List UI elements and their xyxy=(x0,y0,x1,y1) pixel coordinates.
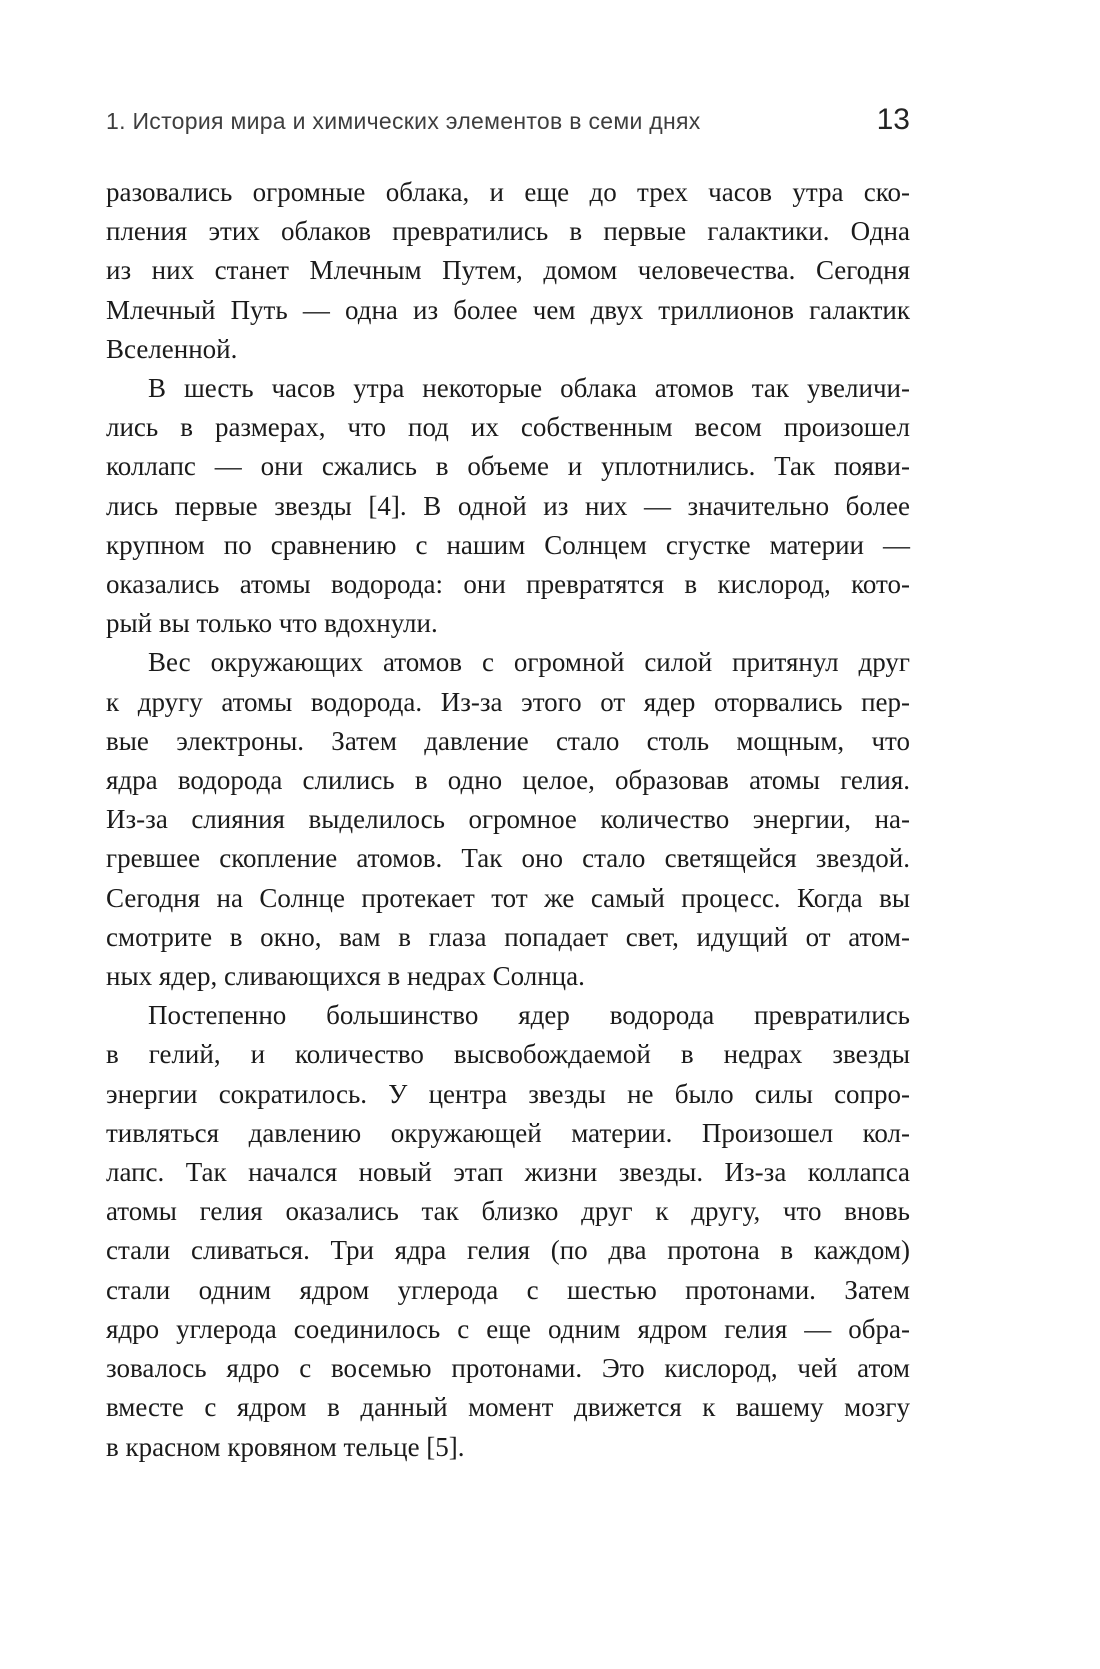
paragraph xyxy=(106,173,910,369)
running-header xyxy=(106,103,910,137)
text-line: в гелий, и количество высвобождаемой в недрах звезды xyxy=(106,1039,910,1070)
text-line: лись в размерах, что под их собственным весом произошел xyxy=(106,412,910,443)
text-line: крупном по сравнению с нашим Солнцем сгустке материи — xyxy=(106,529,910,560)
text-line: разовались огромные облака, и еще до трех часов утра ско- xyxy=(106,177,910,207)
text-line: рый вы только что вдохнули. xyxy=(106,608,438,639)
text-line: оказались атомы водорода: они превратятся в кислород, кото- xyxy=(106,569,910,600)
paragraph xyxy=(106,369,910,643)
text-line: ядро углерода соединилось с еще одним ядром гелия — обра- xyxy=(106,1313,910,1344)
page-body xyxy=(106,173,910,1467)
text-line: вые электроны. Затем давление стало столь мощным, что xyxy=(106,725,910,756)
text-line: из них станет Млечным Путем, домом человечества. Сегодня xyxy=(106,255,910,286)
text-line: лапс. Так начался новый этап жизни звезды. Из-за коллапса xyxy=(106,1157,910,1188)
text-line: Вселенной. xyxy=(106,333,238,364)
text-line: стали сливаться. Три ядра гелия (по два протона в каждом) xyxy=(106,1235,910,1266)
paragraph xyxy=(106,643,910,996)
text-line: Млечный Путь — одна из более чем двух триллионов галактик xyxy=(106,294,910,325)
text-line: лись первые звезды [4]. В одной из них — значительно более xyxy=(106,490,910,521)
text-line: стали одним ядром углерода с шестью протонами. Затем xyxy=(106,1274,910,1305)
paragraph xyxy=(106,996,910,1466)
text-line: энергии сократилось. У центра звезды не было силы сопро- xyxy=(106,1078,910,1109)
text-line: ных ядер, сливающихся в недрах Солнца. xyxy=(106,961,585,992)
text-line: тивляться давлению окружающей материи. Произошел кол- xyxy=(106,1117,910,1148)
text-line: вместе с ядром в данный момент движется к вашему мозгу xyxy=(106,1392,910,1423)
text-line: коллапс — они сжались в объеме и уплотнились. Так появи- xyxy=(106,451,910,482)
text-line: к другу атомы водорода. Из-за этого от ядер оторвались пер- xyxy=(106,686,910,717)
chapter-title: 1. История мира и химических элементов в семи днях xyxy=(106,108,701,134)
text-line: зовалось ядро с восемью протонами. Это кислород, чей атом xyxy=(106,1353,910,1384)
text-line: пления этих облаков превратились в первые галактики. Одна xyxy=(106,216,910,247)
text-line: Вес окружающих атомов с огромной силой притянул друг xyxy=(148,647,910,678)
text-line: ядра водорода слились в одно целое, образовав атомы гелия. xyxy=(106,765,910,796)
text-line: в красном кровяном тельце [5]. xyxy=(106,1431,465,1462)
text-line: Постепенно большинство ядер водорода превратились xyxy=(148,1000,910,1031)
text-line: Сегодня на Солнце протекает тот же самый процесс. Когда вы xyxy=(106,882,910,913)
text-line: смотрите в окно, вам в глаза попадает свет, идущий от атом- xyxy=(106,921,910,952)
text-line: Из-за слияния выделилось огромное количество энергии, на- xyxy=(106,804,910,835)
text-line: атомы гелия оказались так близко друг к другу, что вновь xyxy=(106,1196,910,1227)
page-number: 13 xyxy=(876,103,910,136)
text-line: гревшее скопление атомов. Так оно стало светящейся звездой. xyxy=(106,843,910,874)
text-line: В шесть часов утра некоторые облака атомов так увеличи- xyxy=(148,373,910,404)
